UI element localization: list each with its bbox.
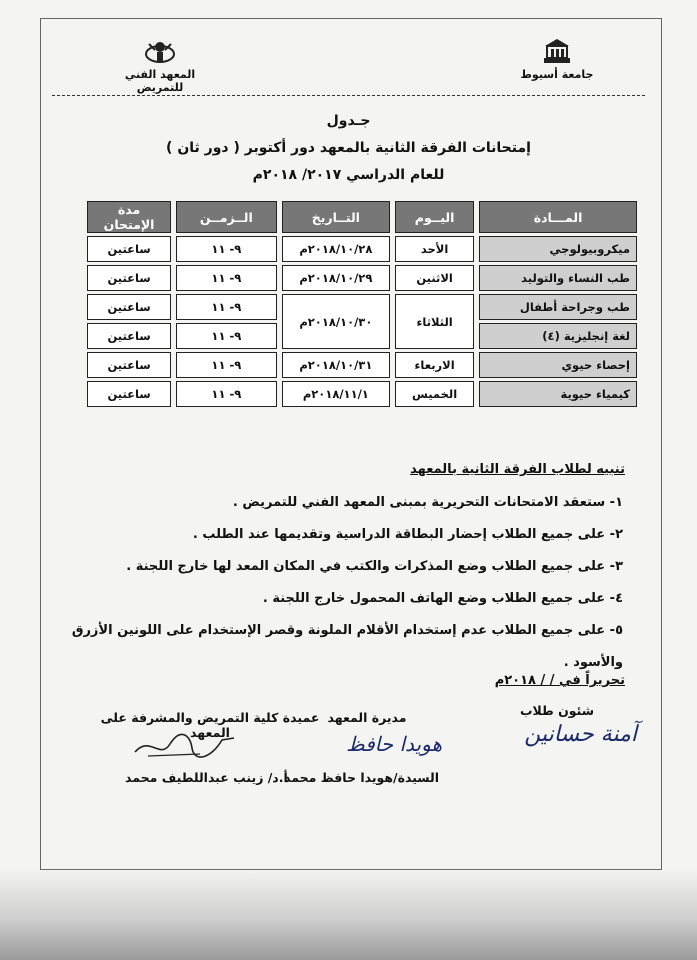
table-row bbox=[87, 265, 637, 291]
university-name: جامعة أسيوط bbox=[520, 68, 594, 81]
header-divider bbox=[52, 95, 645, 96]
header-day: اليــوم bbox=[395, 201, 474, 233]
student-affairs-signature-block bbox=[487, 703, 627, 718]
cell-duration: ساعتين bbox=[87, 265, 171, 291]
cell-date: ٢٠١٨/١٠/٣٠م bbox=[282, 294, 391, 349]
cell-day: الثلاثاء bbox=[395, 294, 474, 349]
student-affairs-title: شئون طلاب bbox=[519, 703, 595, 718]
cell-day: الخميس bbox=[395, 381, 474, 407]
institute-name: المعهد الفني للتمريض bbox=[124, 68, 196, 94]
cell-time: ٩- ١١ bbox=[176, 381, 276, 407]
notice-section bbox=[65, 462, 625, 679]
university-header bbox=[497, 38, 617, 81]
cell-date: ٢٠١٨/١٠/٢٩م bbox=[282, 265, 391, 291]
title-exams: إمتحانات الفرقة الثانية بالمعهد دور أكتوبر ( دور ثان ) bbox=[166, 140, 531, 156]
cell-subject: طب النساء والتوليد bbox=[479, 265, 637, 291]
cell-time: ٩- ١١ bbox=[176, 323, 276, 349]
header-subject: المـــادة bbox=[479, 201, 637, 233]
header-time: الــزمــن bbox=[176, 201, 276, 233]
title-schedule: جـدول bbox=[326, 113, 371, 129]
cell-subject: كيمياء حيوية bbox=[479, 381, 637, 407]
cell-date: ٢٠١٨/١٠/٢٨م bbox=[282, 236, 391, 262]
notice-item: ٤- على جميع الطلاب وضع الهاتف المحمول خارج اللجنة . bbox=[262, 591, 623, 606]
notice-item: ١- ستعقد الامتحانات التحريرية بمبنى المعهد الفني للتمريض . bbox=[232, 495, 623, 510]
cell-time: ٩- ١١ bbox=[176, 265, 276, 291]
written-date: تحريراً في / / ٢٠١٨م bbox=[494, 673, 625, 688]
table-row bbox=[87, 236, 637, 262]
cell-subject: طب وجراحة أطفال bbox=[479, 294, 637, 320]
exam-schedule-table bbox=[82, 198, 642, 410]
cell-date: ٢٠١٨/١٠/٣١م bbox=[282, 352, 391, 378]
manager-name: السيدة/هويدا حافظ محمد bbox=[284, 770, 439, 785]
cell-day: الاربعاء bbox=[395, 352, 474, 378]
institute-logo-icon bbox=[141, 38, 179, 64]
notice-item: ٣- على جميع الطلاب وضع المذكرات والكتب في المكان المعد لها خارج اللجنة . bbox=[126, 559, 623, 574]
student-affairs-handwritten-signature: آمنة حسانين bbox=[524, 722, 637, 747]
cell-time: ٩- ١١ bbox=[176, 236, 276, 262]
cell-date: ٢٠١٨/١١/١م bbox=[282, 381, 391, 407]
cell-duration: ساعتين bbox=[87, 323, 171, 349]
cell-subject: لغة إنجليزية (٤) bbox=[479, 323, 637, 349]
manager-handwritten-signature: هويدا حافظ bbox=[346, 732, 442, 756]
title-academic-year: للعام الدراسي ٢٠١٧/ ٢٠١٨م bbox=[252, 167, 445, 183]
cell-day: الاثنين bbox=[395, 265, 474, 291]
dean-name: أ.د/ زينب عبداللطيف محمد bbox=[125, 770, 288, 785]
document-titles bbox=[0, 108, 697, 189]
cell-day: الأحد bbox=[395, 236, 474, 262]
notice-item: ٥- على جميع الطلاب عدم إستخدام الأقلام الملونة وقصر الإستخدام على اللونين الأزرق والأسود . bbox=[71, 623, 623, 670]
table-row bbox=[87, 381, 637, 407]
dean-title: عميدة كلية التمريض والمشرفة على المعهد bbox=[100, 710, 320, 740]
header-duration: مدة الإمتحان bbox=[87, 201, 171, 233]
dean-signature-scribble-icon bbox=[130, 730, 240, 766]
manager-title: مديرة المعهد bbox=[327, 710, 407, 725]
institute-header bbox=[100, 38, 220, 94]
notice-title: تنبيه لطلاب الفرقة الثانية بالمعهد bbox=[410, 462, 625, 477]
notice-item: ٢- على جميع الطلاب إحضار البطاقة الدراسية وتقديمها عند الطلب . bbox=[192, 527, 623, 542]
cell-duration: ساعتين bbox=[87, 236, 171, 262]
cell-subject: ميكروبيولوجي bbox=[479, 236, 637, 262]
university-logo-icon bbox=[542, 38, 572, 64]
header-date: التــاريخ bbox=[282, 201, 391, 233]
cell-duration: ساعتين bbox=[87, 381, 171, 407]
table-header-row bbox=[87, 201, 637, 233]
table-row bbox=[87, 352, 637, 378]
cell-duration: ساعتين bbox=[87, 294, 171, 320]
table-row bbox=[87, 294, 637, 320]
cell-time: ٩- ١١ bbox=[176, 294, 276, 320]
cell-duration: ساعتين bbox=[87, 352, 171, 378]
cell-subject: إحصاء حيوي bbox=[479, 352, 637, 378]
cell-time: ٩- ١١ bbox=[176, 352, 276, 378]
